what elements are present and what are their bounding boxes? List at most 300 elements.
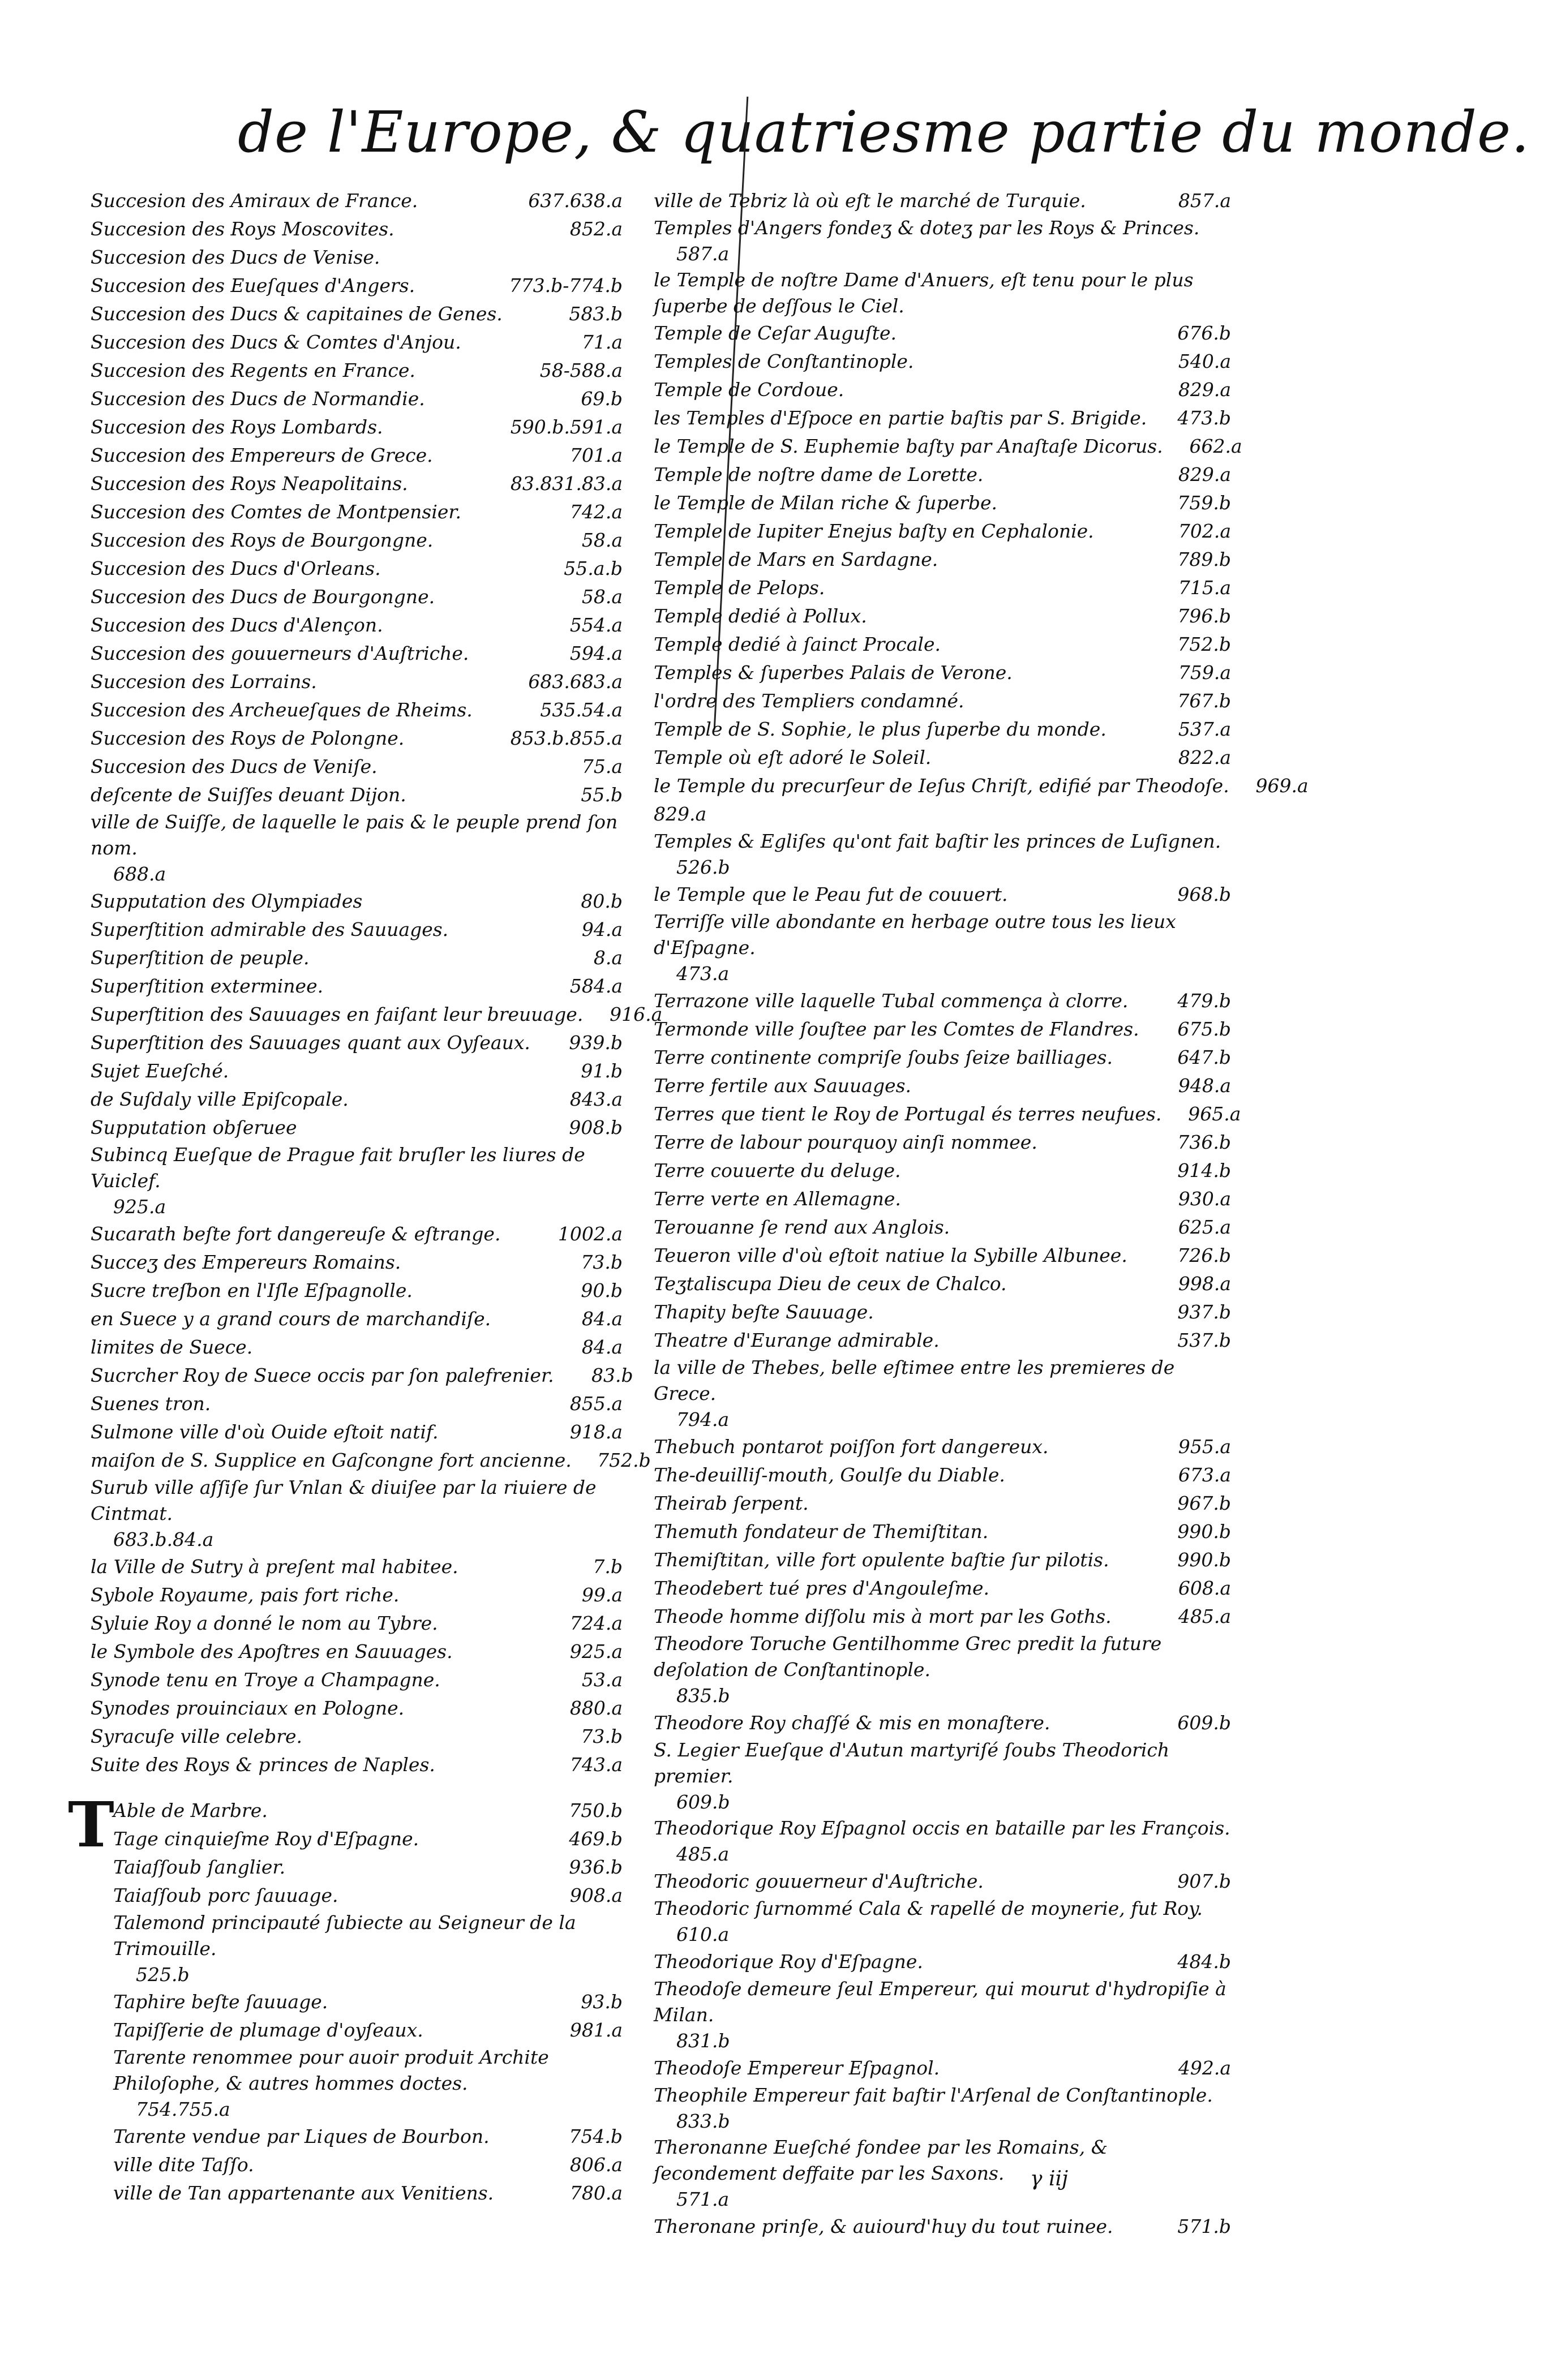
entry-page-ref: 990.b xyxy=(1177,1549,1231,1571)
index-entry xyxy=(113,1825,623,1853)
entry-text: Theodoric gouuerneur d'Auſtriche. xyxy=(654,1870,984,1892)
entry-text: Succesion des Roys de Polongne. xyxy=(91,727,405,749)
index-entry xyxy=(654,1737,1231,1815)
index-entry xyxy=(113,1853,623,1881)
index-entry xyxy=(654,828,1231,880)
entry-text: Supputation des Olympiades xyxy=(91,890,363,912)
entry-text: Succeʒ des Empereurs Romains. xyxy=(91,1251,401,1273)
entry-text: Themiſtitan, ville fort opulente baſtie ſur pilotis. xyxy=(654,1549,1109,1571)
index-entry xyxy=(113,2044,623,2123)
entry-text: Theodorique Roy Eſpagnol occis en bataille par les François. xyxy=(654,1817,1230,1839)
index-entry xyxy=(91,1057,623,1085)
entry-text: Temples & Egliſes qu'ont fait baſtir les princes de Luſignen. xyxy=(654,830,1221,852)
index-entry xyxy=(91,555,623,583)
entry-text: Terriſſe ville abondante en herbage outre tous les lieux d'Eſpagne. xyxy=(654,910,1176,959)
entry-page-ref: 554.a xyxy=(569,614,623,636)
entry-text: Temple de S. Sophie, le plus ſuperbe du monde. xyxy=(654,718,1106,740)
index-entry xyxy=(91,1248,623,1277)
entry-page-ref: 806.a xyxy=(569,2154,623,2176)
index-entry xyxy=(654,1326,1231,1355)
entry-page-ref: 99.a xyxy=(581,1584,623,1606)
index-entry xyxy=(654,545,1231,574)
index-entry xyxy=(654,1241,1231,1270)
entry-text: l'ordre des Templiers condamné. xyxy=(654,690,964,712)
index-entry xyxy=(91,887,623,916)
entry-page-ref: 701.a xyxy=(569,444,623,466)
index-entry xyxy=(654,187,1231,215)
index-entry xyxy=(91,356,623,385)
entry-text: Temples de Conſtantinople. xyxy=(654,350,914,372)
entry-page-ref: 637.638.a xyxy=(528,190,623,212)
entry-page-ref: 852.a xyxy=(569,218,623,240)
entry-page-ref: 492.a xyxy=(1178,2057,1231,2079)
entry-text: Tarente renommee pour auoir produit Archite Philoſophe, & autres hommes doctes. xyxy=(113,2046,549,2094)
entry-page-ref: 83.b xyxy=(591,1364,633,1386)
section-letter: T xyxy=(68,1788,114,1861)
index-entry xyxy=(113,2123,623,2151)
index-entry xyxy=(654,1709,1231,1737)
entry-text: Succesion des Ducs d'Orleans. xyxy=(91,557,381,579)
index-entry xyxy=(654,1948,1231,1976)
index-entry xyxy=(654,267,1231,319)
entry-page-ref: 84.a xyxy=(581,1336,623,1358)
index-entry xyxy=(654,1043,1231,1072)
index-entry xyxy=(654,461,1231,489)
entry-text: Succesion des Ducs de Bourgongne. xyxy=(91,586,435,608)
index-entry xyxy=(91,243,623,272)
entry-text: Temple de Ceſar Auguſte. xyxy=(654,322,897,344)
entry-page-ref: 726.b xyxy=(1177,1244,1231,1266)
entry-page-ref: 939.b xyxy=(569,1032,623,1054)
index-entry xyxy=(91,1581,623,1609)
entry-text: ville de Tan appartenante aux Venitiens. xyxy=(113,2182,494,2204)
index-entry xyxy=(654,1355,1231,1433)
index-entry xyxy=(654,574,1231,602)
entry-page-ref: 83.831.83.a xyxy=(510,472,623,495)
entry-text: Tage cinquieſme Roy d'Eſpagne. xyxy=(113,1828,419,1850)
index-entry xyxy=(654,1461,1231,1489)
entry-text: Sujet Eueſché. xyxy=(91,1060,229,1082)
index-entry xyxy=(654,744,1231,772)
index-entry xyxy=(654,1433,1231,1461)
entry-text: Succesion des Roys Moscovites. xyxy=(91,218,394,240)
entry-page-ref: 484.b xyxy=(1177,1951,1231,1973)
entry-text: Succesion des Ducs & capitaines de Genes. xyxy=(91,303,503,325)
entry-page-ref: 688.a xyxy=(113,863,166,885)
index-entry xyxy=(654,1100,1241,1128)
entry-page-ref: 937.b xyxy=(1177,1301,1231,1323)
entry-page-ref: 780.a xyxy=(569,2182,623,2204)
entry-page-ref: 58.a xyxy=(581,586,623,608)
index-entry xyxy=(91,809,623,887)
entry-page-ref: 773.b-774.b xyxy=(509,274,623,297)
index-entry xyxy=(91,639,623,668)
entry-text: Succesion des Roys de Bourgongne. xyxy=(91,529,434,551)
entry-text: Succesion des Ducs de Venise. xyxy=(91,246,380,268)
entry-page-ref: 75.a xyxy=(581,755,623,777)
entry-text: Thebuch pontarot poiſſon fort dangereux. xyxy=(654,1436,1049,1458)
entry-text: Theodoſe demeure ſeul Empereur, qui mourut d'hydropiſie à Milan. xyxy=(654,1978,1226,2026)
entry-page-ref: 853.b.855.a xyxy=(510,727,623,749)
entry-page-ref: 485.a xyxy=(1178,1605,1231,1627)
entry-text: Terre verte en Allemagne. xyxy=(654,1188,901,1210)
entry-text: la Ville de Sutry à preſent mal habitee. xyxy=(91,1556,458,1578)
entry-text: Termonde ville ſouſtee par les Comtes de Flandres. xyxy=(654,1018,1139,1040)
index-entry xyxy=(91,413,623,441)
entry-text: Theode homme diſſolu mis à mort par les Goths. xyxy=(654,1605,1112,1627)
entry-text: le Temple de Milan riche & ſuperbe. xyxy=(654,492,997,514)
index-entry xyxy=(654,1867,1231,1896)
entry-text: Sulmone ville d'où Ouide eſtoit natif. xyxy=(91,1421,439,1443)
entry-page-ref: 571.b xyxy=(1177,2215,1231,2237)
entry-text: Thapity beſte Sauuage. xyxy=(654,1301,874,1323)
entry-text: Terouanne ſe rend aux Anglois. xyxy=(654,1216,950,1238)
index-entry xyxy=(91,187,623,215)
entry-page-ref: 537.b xyxy=(1177,1329,1231,1351)
entry-page-ref: 647.b xyxy=(1177,1046,1231,1068)
entry-page-ref: 80.b xyxy=(581,890,623,912)
entry-text: Succesion des Eueſques d'Angers. xyxy=(91,274,415,297)
entry-text: Suenes tron. xyxy=(91,1393,211,1415)
entry-text: Succesion des Lorrains. xyxy=(91,671,317,693)
index-entry xyxy=(91,1390,623,1418)
index-entry xyxy=(654,2134,1231,2213)
entry-text: Themuth fondateur de Themiſtitan. xyxy=(654,1520,989,1543)
entry-page-ref: 835.b xyxy=(676,1685,730,1707)
entry-page-ref: 7.b xyxy=(593,1556,623,1578)
entry-page-ref: 535.54.a xyxy=(540,699,623,721)
entry-text: Taiaſſoub ſanglier. xyxy=(113,1856,286,1878)
entry-text: Theronane prinſe, & auiourd'huy du tout ruinee. xyxy=(654,2215,1113,2237)
index-entry xyxy=(91,1418,623,1446)
index-entry xyxy=(654,630,1231,659)
entry-page-ref: 469.b xyxy=(569,1828,623,1850)
entry-page-ref: 540.a xyxy=(1178,350,1231,372)
index-entry xyxy=(654,909,1231,987)
entry-page-ref: 608.a xyxy=(1178,1577,1231,1599)
entry-text: Superſtition des Sauuages quant aux Oyſeaux. xyxy=(91,1032,530,1054)
index-entry xyxy=(91,1277,623,1305)
index-entry xyxy=(91,1638,623,1666)
entry-page-ref: 831.b xyxy=(676,2030,730,2052)
entry-page-ref: 610.a xyxy=(676,1923,730,1945)
index-entry xyxy=(654,404,1231,432)
entry-text: ville de Suiſſe, de laquelle le pais & le peuple prend ſon nom. xyxy=(91,811,618,859)
entry-text: Superſtition de peuple. xyxy=(91,947,310,969)
entry-page-ref: 743.a xyxy=(569,1754,623,1776)
index-entry xyxy=(654,2082,1231,2134)
entry-page-ref: 968.b xyxy=(1177,883,1231,905)
entry-page-ref: 967.b xyxy=(1177,1492,1231,1514)
entry-text: le Temple que le Peau fut de couuert. xyxy=(654,883,1008,905)
index-entry xyxy=(654,1815,1231,1867)
entry-text: Terre continente compriſe ſoubs ſeize bailliages. xyxy=(654,1046,1113,1068)
entry-page-ref: 916.a xyxy=(610,1003,663,1025)
entry-page-ref: 796.b xyxy=(1177,605,1231,627)
entry-page-ref: 583.b xyxy=(569,303,623,325)
entry-text: Succesion des Archeueſques de Rheims. xyxy=(91,699,473,721)
entry-page-ref: 843.a xyxy=(569,1088,623,1110)
entry-text: Terre couuerte du deluge. xyxy=(654,1159,901,1182)
index-entry xyxy=(654,215,1231,267)
entry-text: Talemond principauté ſubiecte au Seigneur de la Trimouille. xyxy=(113,1911,576,1960)
entry-page-ref: 93.b xyxy=(581,1991,623,2013)
entry-text: Temple dedié à ſainct Procale. xyxy=(654,633,941,655)
index-entry xyxy=(91,668,623,696)
entry-text: Theodebert tué pres d'Angouleſme. xyxy=(654,1577,990,1599)
entry-page-ref: 526.b xyxy=(676,856,730,878)
entry-text: Temple de Pelops. xyxy=(654,577,825,599)
index-entry xyxy=(91,1114,623,1142)
entry-page-ref: 1002.a xyxy=(557,1223,623,1245)
index-entry xyxy=(654,1185,1231,1213)
entry-text: Syracuſe ville celebre. xyxy=(91,1725,303,1747)
entry-text: Tapiſſerie de plumage d'oyſeaux. xyxy=(113,2019,423,2041)
index-entry xyxy=(113,2016,623,2044)
entry-page-ref: 855.a xyxy=(569,1393,623,1415)
index-entry xyxy=(654,1603,1231,1631)
entry-text: Temple de Cordoue. xyxy=(654,379,844,401)
index-entry xyxy=(91,1029,623,1057)
entry-text: 829.a xyxy=(654,803,707,825)
entry-page-ref: 84.a xyxy=(581,1308,623,1330)
entry-text: limites de Suece. xyxy=(91,1336,253,1358)
entry-page-ref: 673.a xyxy=(1178,1464,1231,1486)
entry-text: Temples & ſuperbes Palais de Verone. xyxy=(654,661,1013,684)
entry-text: Succesion des Ducs & Comtes d'Anjou. xyxy=(91,331,461,353)
entry-page-ref: 752.b xyxy=(597,1449,651,1471)
entry-text: le Temple de noſtre Dame d'Anuers, eſt tenu pour le plus ſuperbe de deſſous le Ciel. xyxy=(654,269,1194,317)
entry-text: Theodore Toruche Gentilhomme Grec predit la future deſolation de Conſtantinople. xyxy=(654,1633,1162,1681)
entry-text: Superſtition des Sauuages en faiſant leur breuuage. xyxy=(91,1003,584,1025)
index-entry xyxy=(654,1157,1231,1185)
entry-page-ref: 908.b xyxy=(569,1116,623,1139)
entry-text: Succesion des Roys Lombards. xyxy=(91,416,383,438)
entry-text: le Temple de S. Euphemie baſty par Anaſtaſe Dicorus. xyxy=(654,435,1163,457)
entry-text: Temple où eſt adoré le Soleil. xyxy=(654,746,932,768)
entry-page-ref: 965.a xyxy=(1188,1103,1241,1125)
entry-text: The-deuilliſ-mouth, Goulſe du Diable. xyxy=(654,1464,1005,1486)
entry-page-ref: 736.b xyxy=(1177,1131,1231,1153)
left-column xyxy=(91,187,663,1779)
entry-page-ref: 8.a xyxy=(593,947,623,969)
entry-page-ref: 715.a xyxy=(1178,577,1231,599)
index-entry xyxy=(654,772,1309,800)
entry-text: Temple dedié à Pollux. xyxy=(654,605,867,627)
index-entry xyxy=(113,2179,623,2207)
index-entry xyxy=(91,1333,623,1361)
entry-page-ref: 55.b xyxy=(581,784,623,806)
index-entry xyxy=(91,1553,623,1581)
entry-page-ref: 683.683.a xyxy=(528,671,623,693)
entry-text: ville de Tebriz là où eſt le marché de Turquie. xyxy=(654,190,1086,212)
page-header: de l'Europe, & quatriesme partie du monde. xyxy=(238,99,1530,165)
entry-page-ref: 750.b xyxy=(569,1799,623,1821)
entry-page-ref: 702.a xyxy=(1178,520,1231,542)
entry-page-ref: 918.a xyxy=(569,1421,623,1443)
entry-page-ref: 981.a xyxy=(569,2019,623,2041)
index-entry xyxy=(654,2054,1231,2082)
entry-text: Surub ville aſſiſe ſur Vnlan & diuiſee par la riuiere de Cintmat. xyxy=(91,1476,597,1524)
entry-text: Superſtition admirable des Sauuages. xyxy=(91,918,449,940)
index-entry xyxy=(91,1085,623,1114)
index-entry xyxy=(654,517,1231,545)
entry-page-ref: 907.b xyxy=(1177,1870,1231,1892)
entry-page-ref: 625.a xyxy=(1178,1216,1231,1238)
entry-text: Able de Marbre. xyxy=(113,1799,268,1821)
index-entry xyxy=(91,1475,623,1553)
index-entry xyxy=(91,300,623,328)
entry-page-ref: 676.b xyxy=(1177,322,1231,344)
index-entry xyxy=(91,583,623,611)
index-entry xyxy=(91,498,623,526)
index-entry xyxy=(654,2213,1231,2241)
entry-text: ville dite Taſſo. xyxy=(113,2154,254,2176)
entry-page-ref: 73.b xyxy=(581,1725,623,1747)
index-entry xyxy=(91,696,623,724)
entry-text: Succesion des Regents en France. xyxy=(91,359,415,381)
entry-text: deſcente de Suiſſes deuant Dijon. xyxy=(91,784,406,806)
entry-text: Theodore Roy chaſſé & mis en monaſtere. xyxy=(654,1712,1050,1734)
index-entry xyxy=(654,1213,1231,1241)
entry-text: en Suece y a grand cours de marchandiſe. xyxy=(91,1308,491,1330)
entry-page-ref: 473.a xyxy=(676,963,730,985)
entry-page-ref: 90.b xyxy=(581,1279,623,1301)
entry-text: maiſon de S. Supplice en Gaſcongne fort ancienne. xyxy=(91,1449,572,1471)
index-entry xyxy=(91,1361,633,1390)
index-entry xyxy=(654,1631,1231,1709)
entry-text: Taphire beſte ſauuage. xyxy=(113,1991,328,2013)
entry-text: Taiaſſoub porc ſauuage. xyxy=(113,1884,338,1906)
entry-page-ref: 55.a.b xyxy=(564,557,623,579)
entry-text: Temples d'Angers fondeʒ & doteʒ par les Roys & Princes. xyxy=(654,217,1200,239)
entry-text: Tarente vendue par Liques de Bourbon. xyxy=(113,2125,490,2147)
entry-page-ref: 571.a xyxy=(676,2188,730,2210)
entry-text: Theodorique Roy d'Eſpagne. xyxy=(654,1951,923,1973)
entry-text: le Symbole des Apoſtres en Sauuages. xyxy=(91,1640,453,1662)
entry-page-ref: 609.b xyxy=(1177,1712,1231,1734)
index-entry xyxy=(654,1298,1231,1326)
index-entry xyxy=(654,1270,1231,1298)
index-entry xyxy=(91,724,623,753)
index-entry xyxy=(654,1518,1231,1546)
entry-text: Teueron ville d'où eſtoit natiue la Sybille Albunee. xyxy=(654,1244,1127,1266)
entry-page-ref: 936.b xyxy=(569,1856,623,1878)
entry-text: Terre fertile aux Sauuages. xyxy=(654,1075,912,1097)
index-entry xyxy=(91,1694,623,1722)
index-entry xyxy=(654,1015,1231,1043)
entry-page-ref: 485.a xyxy=(676,1843,730,1865)
index-entry xyxy=(113,1910,623,1988)
index-entry xyxy=(91,753,623,781)
t-section xyxy=(113,1797,623,2207)
entry-text: Terres que tient le Roy de Portugal és terres neufues. xyxy=(654,1103,1162,1125)
entry-text: Sucrcher Roy de Suece occis par ſon palefrenier. xyxy=(91,1364,554,1386)
entry-page-ref: 742.a xyxy=(569,501,623,523)
entry-text: Succesion des Comtes de Montpensier. xyxy=(91,501,462,523)
index-entry xyxy=(654,987,1231,1015)
entry-page-ref: 857.a xyxy=(1178,190,1231,212)
index-entry xyxy=(91,526,623,555)
entry-page-ref: 479.b xyxy=(1177,990,1231,1012)
index-entry xyxy=(91,1305,623,1333)
entry-page-ref: 609.b xyxy=(676,1791,730,1813)
entry-page-ref: 590.b.591.a xyxy=(510,416,623,438)
index-entry xyxy=(91,781,623,809)
index-entry xyxy=(91,611,623,639)
entry-page-ref: 473.b xyxy=(1177,407,1231,429)
entry-page-ref: 925.a xyxy=(113,1196,166,1218)
entry-page-ref: 754.755.a xyxy=(136,2098,230,2120)
index-entry xyxy=(91,1722,623,1751)
entry-text: Theatre d'Eurange admirable. xyxy=(654,1329,940,1351)
entry-text: le Temple du precurſeur de Ieſus Chriſt, edifié par Theodoſe. xyxy=(654,775,1229,797)
entry-page-ref: 822.a xyxy=(1178,746,1231,768)
entry-page-ref: 914.b xyxy=(1177,1159,1231,1182)
entry-text: Succesion des gouuerneurs d'Auſtriche. xyxy=(91,642,469,664)
entry-page-ref: 537.a xyxy=(1178,718,1231,740)
index-entry xyxy=(91,328,623,356)
index-entry xyxy=(91,1666,623,1694)
entry-text: Sybole Royaume, pais fort riche. xyxy=(91,1584,400,1606)
entry-text: Teʒtaliscupa Dieu de ceux de Chalco. xyxy=(654,1273,1007,1295)
entry-text: Succesion des Ducs de Veniſe. xyxy=(91,755,378,777)
entry-page-ref: 990.b xyxy=(1177,1520,1231,1543)
entry-text: Supputation obſeruee xyxy=(91,1116,297,1139)
entry-text: Syluie Roy a donné le nom au Tybre. xyxy=(91,1612,438,1634)
entry-text: Subincq Eueſque de Prague fait bruſler les liures de Vuiclef. xyxy=(91,1144,585,1192)
index-entry xyxy=(654,880,1231,909)
index-entry xyxy=(91,441,623,470)
index-entry xyxy=(91,1220,623,1248)
entry-page-ref: 587.a xyxy=(676,243,730,265)
entry-page-ref: 724.a xyxy=(569,1612,623,1634)
entry-page-ref: 662.a xyxy=(1189,435,1242,457)
entry-text: Theronanne Eueſché fondee par les Romains, & ſecondement deffaite par les Saxons. xyxy=(654,2136,1108,2184)
entry-page-ref: 789.b xyxy=(1177,548,1231,570)
entry-page-ref: 584.a xyxy=(569,975,623,997)
entry-page-ref: 908.a xyxy=(569,1884,623,1906)
entry-page-ref: 759.a xyxy=(1178,661,1231,684)
index-entry xyxy=(654,376,1231,404)
entry-text: Succesion des Ducs d'Alençon. xyxy=(91,614,383,636)
entry-text: les Temples d'Eſpoce en partie baſtis par S. Brigide. xyxy=(654,407,1147,429)
entry-page-ref: 69.b xyxy=(581,388,623,410)
entry-page-ref: 58.a xyxy=(581,529,623,551)
entry-text: de Suſdaly ville Epiſcopale. xyxy=(91,1088,349,1110)
entry-page-ref: 754.b xyxy=(569,2125,623,2147)
index-entry xyxy=(91,944,623,972)
index-entry xyxy=(91,1751,623,1779)
entry-text: Theophile Empereur fait baſtir l'Arſenal de Conſtantinople. xyxy=(654,2084,1213,2106)
index-entry xyxy=(91,215,623,243)
entry-text: Temple de Mars en Sardagne. xyxy=(654,548,938,570)
entry-text: Theodoric ſurnommé Cala & rapellé de moynerie, fut Roy. xyxy=(654,1897,1203,1919)
right-column xyxy=(654,187,1309,2241)
entry-text: Temple de noſtre dame de Lorette. xyxy=(654,463,984,486)
index-entry xyxy=(654,347,1231,376)
entry-page-ref: 94.a xyxy=(581,918,623,940)
entry-text: Succesion des Empereurs de Grece. xyxy=(91,444,433,466)
index-entry xyxy=(91,1446,651,1475)
entry-page-ref: 525.b xyxy=(136,1964,190,1986)
entry-text: Theodoſe Empereur Eſpagnol. xyxy=(654,2057,940,2079)
index-entry xyxy=(654,800,1231,828)
index-entry xyxy=(654,1546,1231,1574)
entry-page-ref: 767.b xyxy=(1177,690,1231,712)
index-entry xyxy=(91,916,623,944)
index-entry xyxy=(91,385,623,413)
